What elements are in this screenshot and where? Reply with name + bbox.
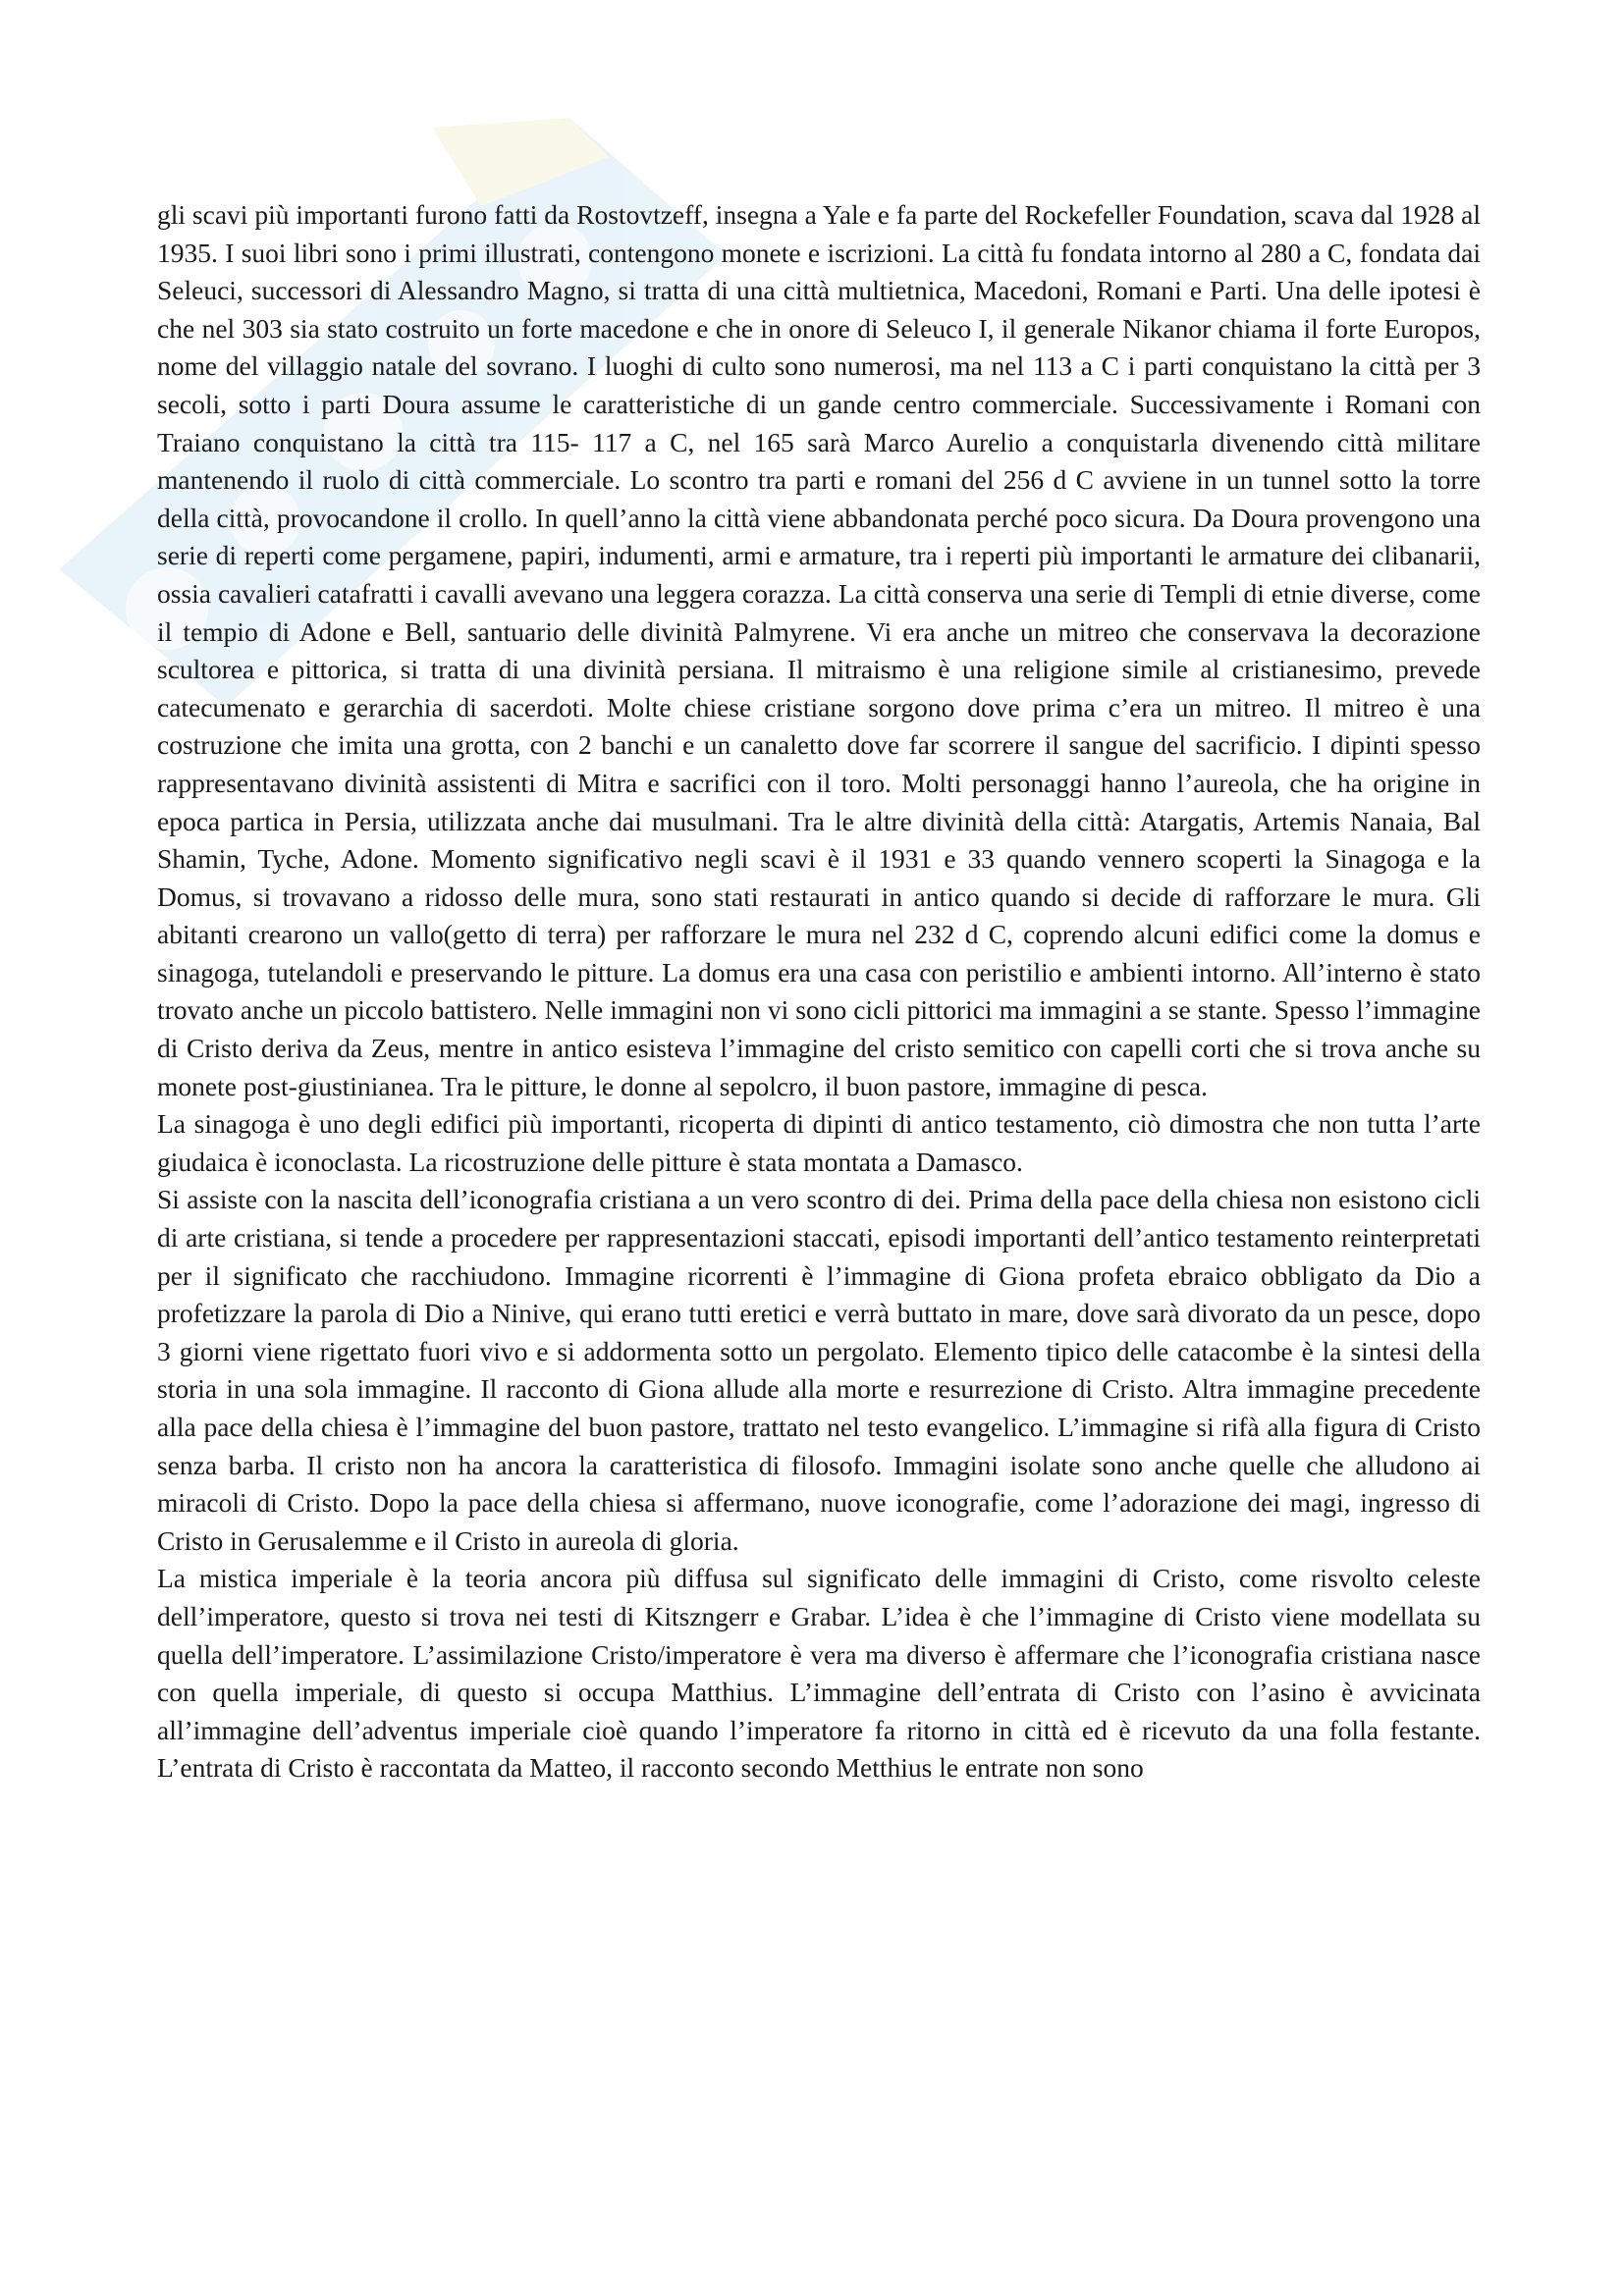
document-body [157, 196, 1481, 1788]
paragraph-mistica-imperiale: La mistica imperiale è la teoria ancora più diffusa sul significato delle immagini di Cristo, come risvolto celeste dell’imperatore, questo si trova nei testi di Kitszngerr e Grabar. L’idea è che l’immagine di Cristo viene modellata su quella dell’imperatore. L’assimilazione Cristo/imperatore è vera ma diverso è affermare che l’iconografia cristiana nasce con quella imperiale, di questo si occupa Matthius. L’immagine dell’entrata di Cristo con l’asino è avvicinata all’immagine dell’adventus imperiale cioè quando l’imperatore fa ritorno in città ed è ricevuto da una folla festante. L’entrata di Cristo è raccontata da Matteo, il racconto secondo Metthius le entrate non sono [157, 1563, 1481, 1784]
paragraph-iconografia-cristiana: Si assiste con la nascita dell’iconografia cristiana a un vero scontro di dei. Prima della pace della chiesa non esistono cicli di arte cristiana, si tende a procedere per rappresentazioni staccati, episodi importanti dell’antico testamento reinterpretati per il significato che racchiudono. Immagine ricorrenti è l’immagine di Giona profeta ebraico obbligato da Dio a profetizzare la parola di Dio a Ninive, qui erano tutti eretici e verrà buttato in mare, dove sarà divorato da un pesce, dopo 3 giorni viene rigettato fuori vivo e si addormenta sotto un pergolato. Elemento tipico delle catacombe è la sintesi della storia in una sola immagine. Il racconto di Giona allude alla morte e resurrezione di Cristo. Altra immagine precedente alla pace della chiesa è l’immagine del buon pastore, trattato nel testo evangelico. L’immagine si rifà alla figura di Cristo senza barba. Il cristo non ha ancora la caratteristica di filosofo. Immagini isolate sono anche quelle che alludono ai miracoli di Cristo. Dopo la pace della chiesa si affermano, nuove iconografie, come l’adorazione dei magi, ingresso di Cristo in Gerusalemme e il Cristo in aureola di gloria. [157, 1184, 1481, 1556]
paragraph-sinagoga: La sinagoga è uno degli edifici più importanti, ricoperta di dipinti di antico testamento, ciò dimostra che non tutta l’arte giudaica è iconoclasta. La ricostruzione delle pitture è stata montata a Damasco. [157, 1108, 1481, 1177]
paragraph-dura-europos: gli scavi più importanti furono fatti da Rostovtzeff, insegna a Yale e fa parte del Rockefeller Foundation, scava dal 1928 al 1935. I suoi libri sono i primi illustrati, contengono monete e iscrizioni. La città fu fondata intorno al 280 a C, fondata dai Seleuci, successori di Alessandro Magno, si tratta di una città multietnica, Macedoni, Romani e Parti. Una delle ipotesi è che nel 303 sia stato costruito un forte macedone e che in onore di Seleuco I, il generale Nikanor chiama il forte Europos, nome del villaggio natale del sovrano. I luoghi di culto sono numerosi, ma nel 113 a C i parti conquistano la città per 3 secoli, sotto i parti Doura assume le caratteristiche di un gande centro commerciale. Successivamente i Romani con Traiano conquistano la città tra 115- 117 a C, nel 165 sarà Marco Aurelio a conquistarla divenendo città militare mantenendo il ruolo di città commerciale. Lo scontro tra parti e romani del 256 d C avviene in un tunnel sotto la torre della città, provocandone il crollo. In quell’anno la città viene abbandonata perché poco sicura. Da Doura provengono una serie di reperti come pergamene, papiri, indumenti, armi e armature, tra i reperti più importanti le armature dei clibanarii, ossia cavalieri catafratti i cavalli avevano una leggera corazza. La città conserva una serie di Templi di etnie diverse, come il tempio di Adone e Bell, santuario delle divinità Palmyrene. Vi era anche un mitreo che conservava la decorazione scultorea e pittorica, si tratta di una divinità persiana. Il mitraismo è una religione simile al cristianesimo, prevede catecumenato e gerarchia di sacerdoti. Molte chiese cristiane sorgono dove prima c’era un mitreo. Il mitreo è una costruzione che imita una grotta, con 2 banchi e un canaletto dove far scorrere il sangue del sacrificio. I dipinti spesso rappresentavano divinità assistenti di Mitra e sacrifici con il toro. Molti personaggi hanno l’aureola, che ha origine in epoca partica in Persia, utilizzata anche dai musulmani. Tra le altre divinità della città: Atargatis, Artemis Nanaia, Bal Shamin, Tyche, Adone. Momento significativo negli scavi è il 1931 e 33 quando vennero scoperti la Sinagoga e la Domus, si trovavano a ridosso delle mura, sono stati restaurati in antico quando si decide di rafforzare le mura. Gli abitanti crearono un vallo(getto di terra) per rafforzare le mura nel 232 d C, coprendo alcuni edifici come la domus e sinagoga, tutelandoli e preservando le pitture. La domus era una casa con peristilio e ambienti intorno. All’interno è stato trovato anche un piccolo battistero. Nelle immagini non vi sono cicli pittorici ma immagini a se stante. Spesso l’immagine di Cristo deriva da Zeus, mentre in antico esisteva l’immagine del cristo semitico con capelli corti che si trova anche su monete post-giustinianea. Tra le pitture, le donne al sepolcro, il buon pastore, immagine di pesca. [157, 199, 1481, 1101]
